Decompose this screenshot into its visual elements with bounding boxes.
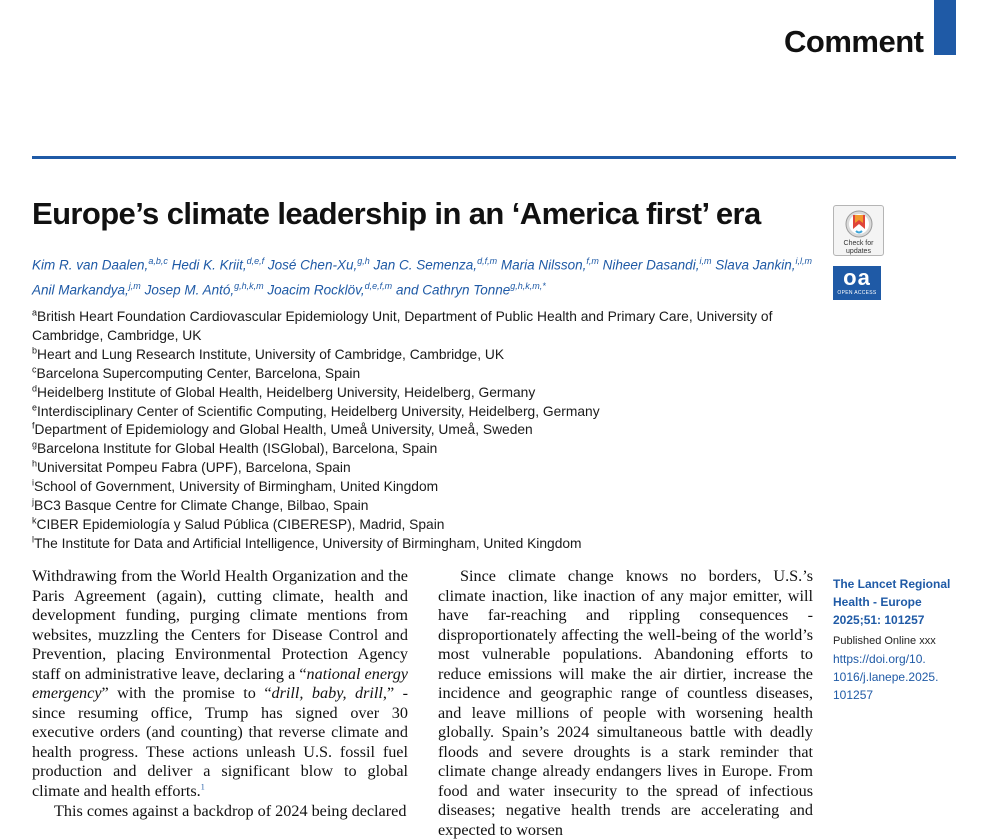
affiliation-text: The Institute for Data and Artificial Intelligence, University of Birmingham, United Kingdom [34,535,582,551]
doi-text: 101257 [833,688,874,702]
crossmark-icon [844,209,874,239]
affiliation-item [32,365,822,384]
doi-text: 1016/j.lanepe.2025. [833,670,939,684]
article-title: Europe’s climate leadership in an ‘America first’ era [32,196,761,231]
author-name[interactable]: José Chen-Xu, [267,257,358,273]
journal-citation [833,575,963,629]
affiliation-item [32,459,822,478]
affiliation-item [32,497,822,516]
body-text: ” with the promise to “ [101,684,272,702]
article-sidebar [833,575,963,704]
affiliation-text: CIBER Epidemiología y Salud Pública (CIBERESP), Madrid, Spain [36,516,445,532]
affiliation-item [32,346,822,365]
affiliation-text: Interdisciplinary Center of Scientific Computing, Heidelberg University, Heidelberg, Germany [37,403,600,419]
affiliation-text: BC3 Basque Centre for Climate Change, Bilbao, Spain [34,498,369,514]
affiliation-item [32,478,822,497]
affiliation-marker: c [32,364,37,375]
affiliation-item [32,403,822,422]
author-name[interactable]: Jan C. Semenza, [373,257,478,273]
body-emphasis: national energy emergency [32,664,408,702]
author-line-2 [32,276,822,301]
body-paragraph: This comes against a backdrop of 2024 being declared [54,802,407,820]
doi-link[interactable] [833,650,963,704]
author-affiliation-marker: d,e,f,m [364,280,393,291]
author-name[interactable]: Anil Markandya, [32,282,129,297]
author-affiliation-marker: d,f,m [477,256,498,266]
open-access-label: OPEN ACCESS [837,290,877,296]
section-label: Comment [784,24,924,59]
affiliation-list [32,308,822,554]
author-line-1 [32,251,822,276]
affiliation-text: Department of Epidemiology and Global Health, Umeå University, Umeå, Sweden [34,422,533,438]
open-access-badge [833,266,881,300]
affiliation-marker: a [32,307,38,318]
body-paragraph [32,567,408,801]
body-paragraph: Since climate change knows no borders, U.S.’s climate inaction, like inaction of any major emitter, will have far-reaching and rippling consequences - disproportionately affecting the well-being of the world’s most vulnerable populations. Abandoning efforts to reduce emissions will make the air dirtier, increase the incidence and geographic range of countless diseases, and leave millions of people with worsening health globally. Spain’s 2024 simultaneous battle with deadly floods and severe droughts is a stark reminder that climate change already endangers lives in Europe. From food and water insecurity to the spread of infectious diseases; negative health trends are accelerating and expected to worsen [438,567,813,839]
body-column-left [32,567,408,822]
crossmark-label-1: Check for [843,240,874,247]
journal-name: Health - Europe [833,595,922,609]
affiliation-item [32,421,822,440]
author-list [32,251,822,300]
affiliation-marker: i [32,477,34,488]
author-name[interactable]: Kim R. van Daalen, [32,257,149,273]
affiliation-marker: g [32,439,38,450]
author-affiliation-marker: i,m [699,256,712,266]
body-text: Withdrawing from the World Health Organization and the Paris Agreement (again), cutting climate, health and development funding, purging climate mentions from websites, muzzling the Centers for Disease Control and Prevention, placing Environmental Protection Agency staff on administrative leave, declaring a “ [32,567,408,683]
affiliation-item [32,535,822,554]
affiliation-text: Universitat Pompeu Fabra (UPF), Barcelona, Spain [37,460,351,476]
doi-text: https://doi.org/10. [833,652,926,666]
affiliation-text: Heidelberg Institute of Global Health, Heidelberg University, Heidelberg, Germany [37,384,536,400]
affiliation-marker: e [32,401,38,412]
affiliation-marker: h [32,458,38,469]
journal-name: The Lancet Regional [833,577,951,591]
author-affiliation-marker: i,l,m [795,256,813,266]
affiliation-text: School of Government, University of Birmingham, United Kingdom [34,479,439,495]
body-text: ,” - since resuming office, Trump has signed over 30 executive orders (and counting) that reverse climate and health progress. These actions unleash U.S. fossil fuel production and deliver a significant blow to global climate and health efforts. [32,684,409,800]
author-name[interactable]: Joacim Rocklöv, [267,282,365,297]
author-name[interactable]: Slava Jankin, [715,257,796,273]
affiliation-marker: l [32,534,34,545]
affiliation-marker: k [32,515,37,526]
affiliation-marker: d [32,383,38,394]
affiliation-text: Barcelona Institute for Global Health (ISGlobal), Barcelona, Spain [37,441,438,457]
affiliation-text: British Heart Foundation Cardiovascular Epidemiology Unit, Department of Public Health and Primary Care, University of Cambridge, Cambridge, UK [32,309,773,343]
body-emphasis: drill, baby, drill [271,684,383,702]
open-access-icon: oa [843,265,871,290]
author-name[interactable]: Josep M. Antó, [144,282,235,297]
affiliation-item [32,308,822,346]
author-affiliation-marker: g,h,k,m,* [510,280,546,291]
author-affiliation-marker: j,m [128,280,141,291]
author-name[interactable]: and Cathryn Tonne [395,282,511,297]
affiliation-marker: f [32,420,35,431]
reference-link[interactable]: 1 [200,782,205,792]
affiliation-item [32,516,822,535]
author-name[interactable]: Niheer Dasandi, [602,257,700,273]
affiliation-marker: j [32,496,34,507]
header-rule [32,156,956,159]
crossmark-label-2: updates [846,248,871,255]
author-affiliation-marker: a,b,c [148,256,168,266]
check-for-updates-badge[interactable] [833,205,884,256]
author-affiliation-marker: g,h,k,m [234,280,264,291]
author-name[interactable]: Hedi K. Kriit, [171,257,247,273]
affiliation-item [32,384,822,403]
section-color-tab [934,0,956,55]
affiliation-marker: b [32,345,38,356]
author-affiliation-marker: g,h [357,256,370,266]
author-name[interactable]: Maria Nilsson, [500,257,587,273]
affiliation-item [32,440,822,459]
journal-volume: 2025;51: 101257 [833,613,925,627]
author-affiliation-marker: d,e,f [246,256,265,266]
author-affiliation-marker: f,m [586,256,599,266]
published-online: Published Online xxx [833,635,936,647]
body-column-right [438,567,813,840]
affiliation-text: Heart and Lung Research Institute, University of Cambridge, Cambridge, UK [37,346,505,362]
affiliation-text: Barcelona Supercomputing Center, Barcelona, Spain [36,365,361,381]
